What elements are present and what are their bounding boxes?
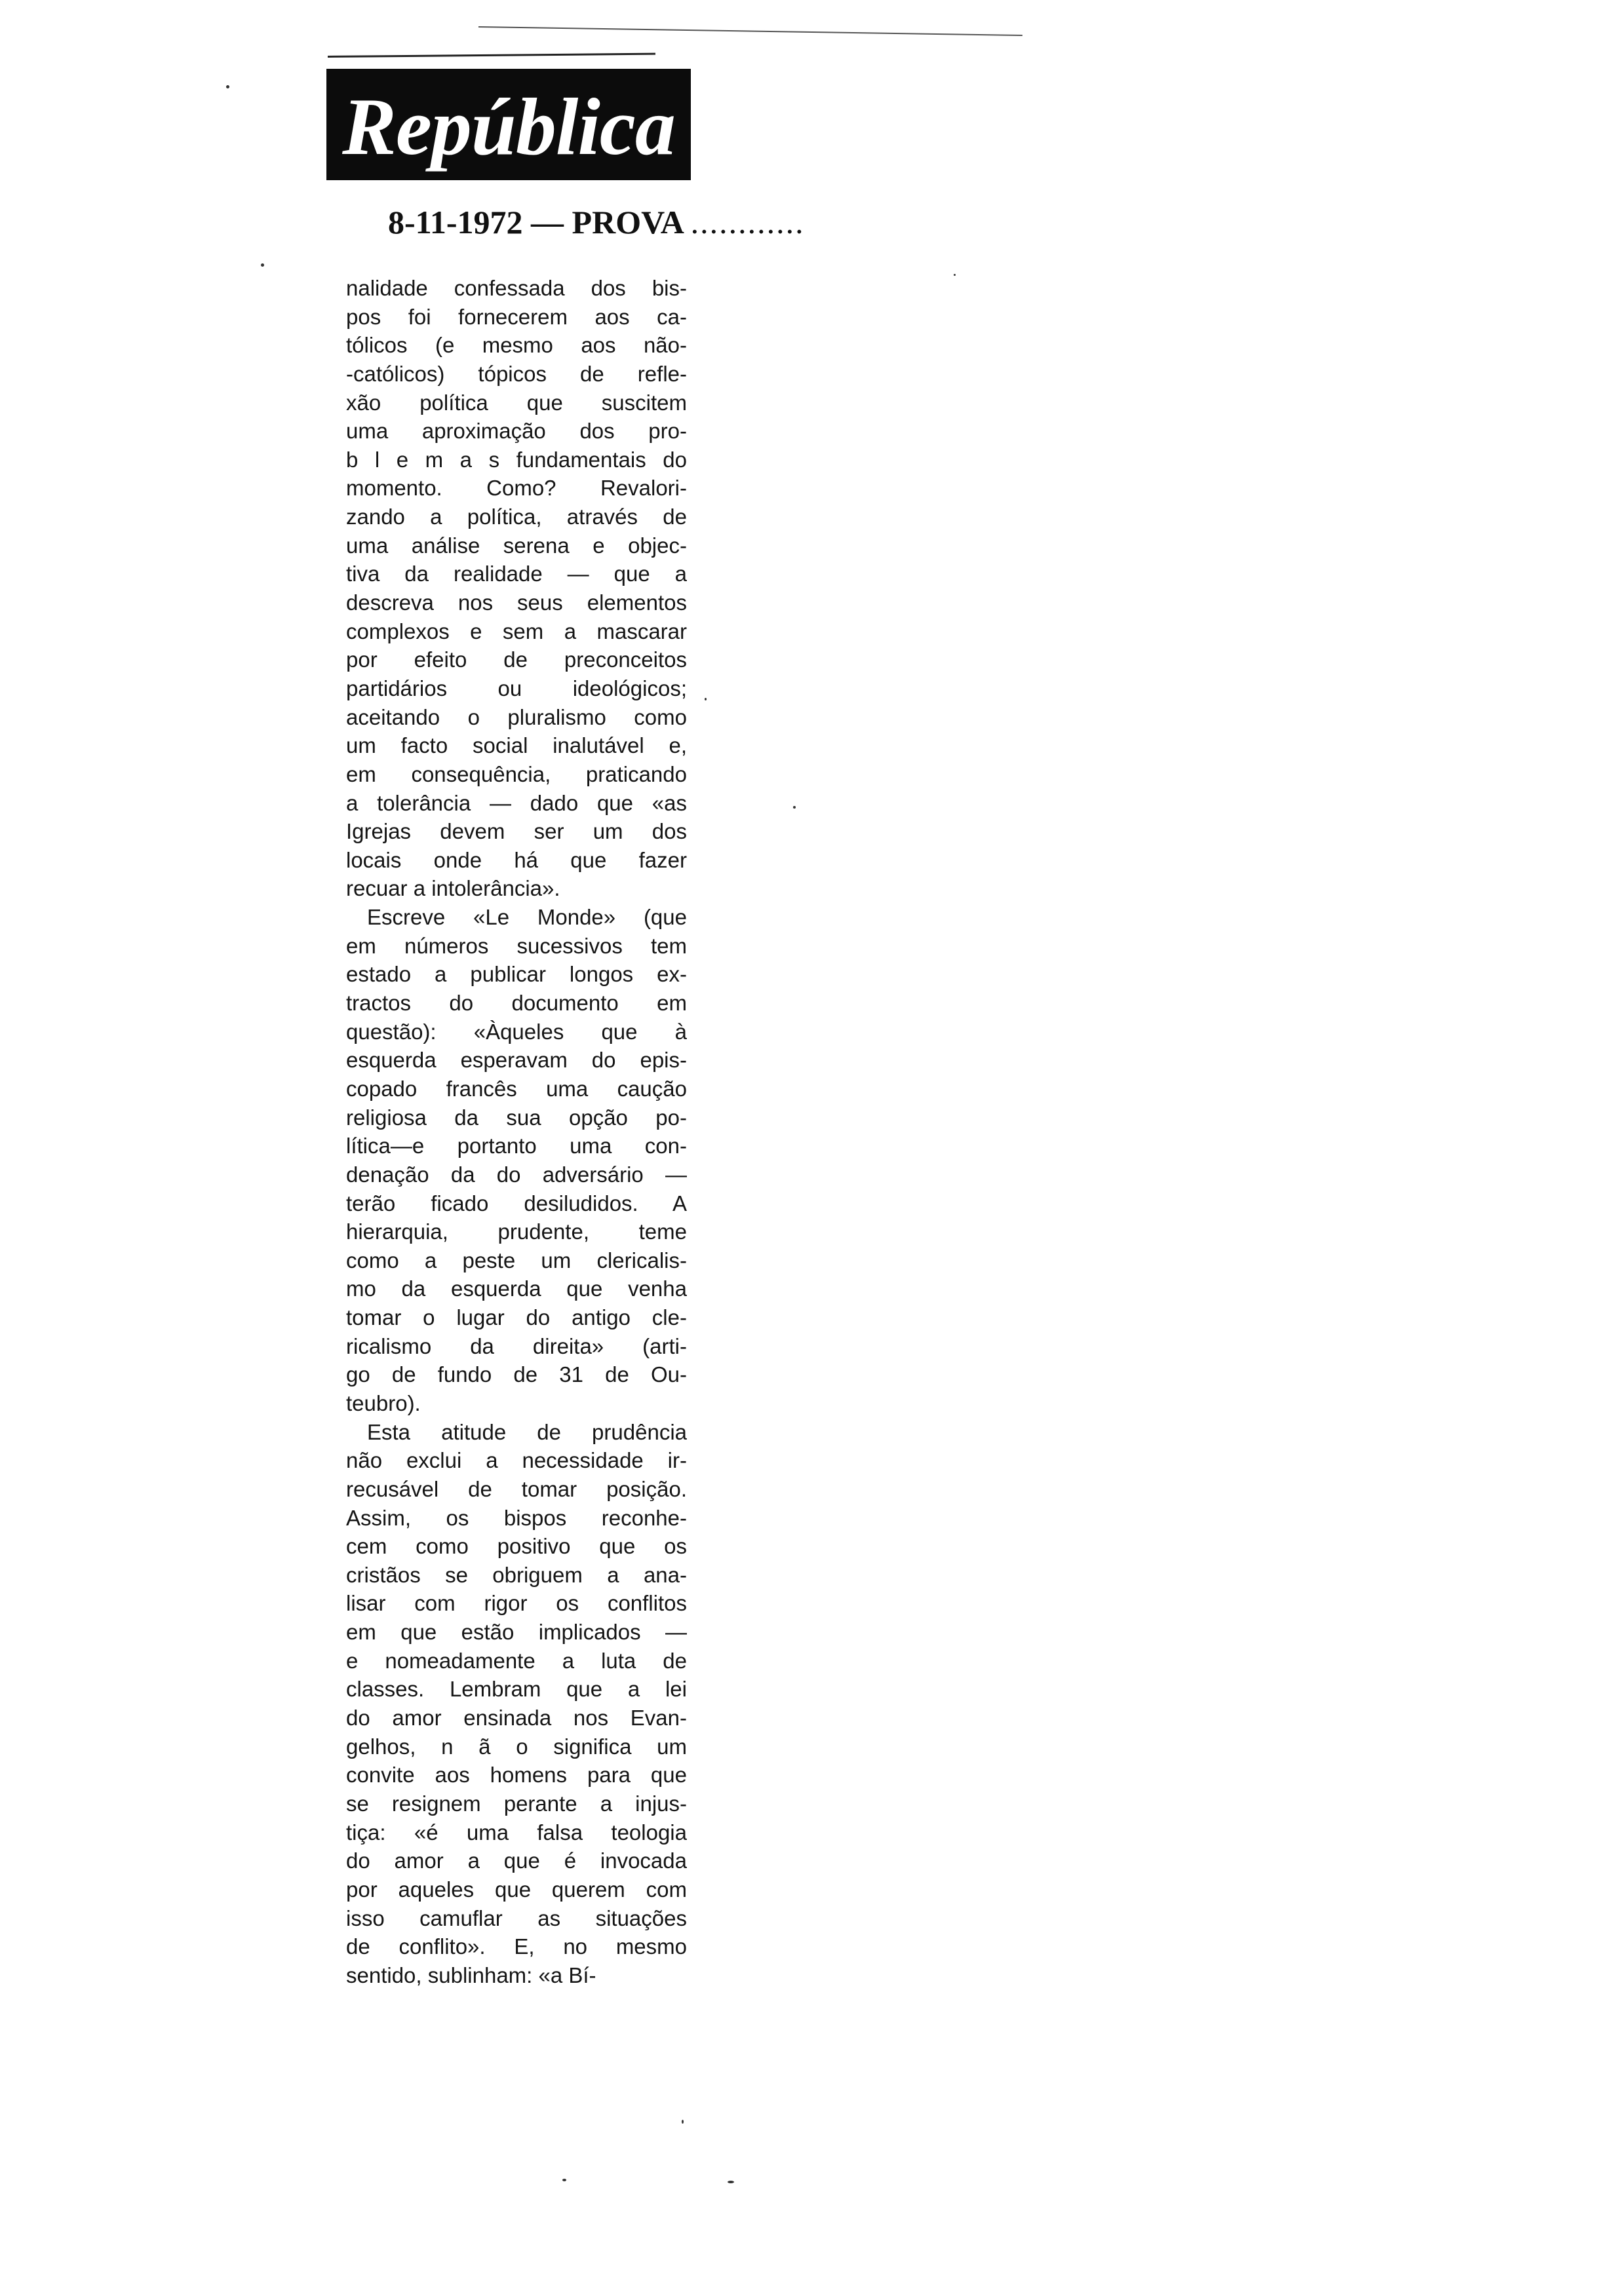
article-line: tractos do documento em	[346, 991, 687, 1016]
article-line: em que estão implicados —	[346, 1620, 687, 1645]
scan-speck	[728, 2181, 734, 2183]
article-line: Assim, os bispos reconhe-	[346, 1505, 687, 1530]
article-line: b l e m a s fundamentais do	[346, 447, 687, 472]
article-line: de conflito». E, no mesmo	[346, 1934, 687, 1959]
article-line: momento. Como? Revalori-	[346, 476, 687, 501]
article-line: aceitando o pluralismo como	[346, 704, 687, 729]
article-line: sentido, sublinham: «a Bí-	[346, 1962, 596, 1987]
article-line: locais onde há que fazer	[346, 847, 687, 872]
article-line: tiça: «é uma falsa teologia	[346, 1820, 687, 1845]
article-line: um facto social inalutável e,	[346, 733, 687, 758]
article-line: recusável de tomar posição.	[346, 1476, 687, 1501]
scan-artifact-line	[328, 53, 655, 58]
scan-speck	[954, 274, 956, 276]
article-line: teubro).	[346, 1390, 421, 1415]
article-line: Esta atitude de prudência	[367, 1419, 687, 1444]
proof-label: PROVA	[572, 204, 683, 240]
article-line: hierarquia, prudente, teme	[346, 1219, 687, 1244]
article-line: convite aos homens para que	[346, 1763, 687, 1788]
dateline-dots: ............	[690, 204, 805, 240]
dateline	[388, 203, 805, 241]
article-column	[346, 274, 687, 1989]
article-line: por aqueles que querem com	[346, 1877, 687, 1902]
article-line: gelhos, n ã o significa um	[346, 1734, 687, 1759]
article-line: classes. Lembram que a lei	[346, 1677, 687, 1702]
article-line: do amor a que é invocada	[346, 1848, 687, 1873]
article-line: zando a política, através de	[346, 505, 687, 529]
article-line: ricalismo da direita» (arti-	[346, 1333, 687, 1358]
article-line: isso camuflar as situações	[346, 1905, 687, 1930]
article-line: por efeito de preconceitos	[346, 647, 687, 672]
article-line: pos foi fornecerem aos ca-	[346, 304, 687, 329]
scan-speck	[226, 85, 229, 88]
article-line: recuar a intolerância».	[346, 876, 560, 901]
article-line: tomar o lugar do antigo cle-	[346, 1305, 687, 1330]
article-line: Escreve «Le Monde» (que	[367, 905, 687, 930]
article-line: em números sucessivos tem	[346, 933, 687, 958]
article-line: copado francês uma caução	[346, 1076, 687, 1101]
article-line: tiva da realidade — que a	[346, 562, 687, 586]
article-line: estado a publicar longos ex-	[346, 962, 687, 987]
article-line: go de fundo de 31 de Ou-	[346, 1362, 687, 1387]
scan-speck	[562, 2179, 566, 2181]
scan-artifact-line	[478, 26, 1022, 36]
publication-date: 8-11-1972	[388, 204, 523, 240]
article-line: denação da do adversário —	[346, 1162, 687, 1187]
scan-speck	[705, 698, 707, 700]
scan-speck	[793, 806, 796, 809]
article-line: esquerda esperavam do epis-	[346, 1048, 687, 1073]
article-line: tólicos (e mesmo aos não-	[346, 333, 687, 358]
article-line: cristãos se obriguem a ana-	[346, 1562, 687, 1587]
dateline-dash: —	[531, 204, 564, 240]
scan-speck	[682, 2120, 684, 2124]
article-line: do amor ensinada nos Evan-	[346, 1706, 687, 1731]
article-line: a tolerância — dado que «as	[346, 790, 687, 815]
article-line: questão): «Àqueles que à	[346, 1019, 687, 1044]
article-line: religiosa da sua opção po-	[346, 1105, 687, 1130]
newspaper-masthead: República	[326, 69, 691, 180]
article-line: se resignem perante a injus-	[346, 1791, 687, 1816]
article-line: uma análise serena e objec-	[346, 533, 687, 558]
article-line: e nomeadamente a luta de	[346, 1648, 687, 1673]
article-line: nalidade confessada dos bis-	[346, 276, 687, 300]
article-line: lítica—e portanto uma con-	[346, 1134, 687, 1158]
article-line: -católicos) tópicos de refle-	[346, 361, 687, 386]
article-line: não exclui a necessidade ir-	[346, 1448, 687, 1473]
scan-speck	[261, 263, 264, 267]
article-line: lisar com rigor os conflitos	[346, 1591, 687, 1616]
article-line: uma aproximação dos pro-	[346, 419, 687, 444]
article-line: em consequência, praticando	[346, 761, 687, 786]
article-line: cem como positivo que os	[346, 1534, 687, 1559]
article-line: mo da esquerda que venha	[346, 1276, 687, 1301]
article-line: xão política que suscitem	[346, 390, 687, 415]
article-line: partidários ou ideológicos;	[346, 676, 687, 700]
article-line: complexos e sem a mascarar	[346, 619, 687, 643]
article-line: como a peste um clericalis-	[346, 1248, 687, 1272]
article-line: Igrejas devem ser um dos	[346, 819, 687, 844]
article-line: terão ficado desiludidos. A	[346, 1191, 687, 1215]
article-line: descreva nos seus elementos	[346, 590, 687, 615]
